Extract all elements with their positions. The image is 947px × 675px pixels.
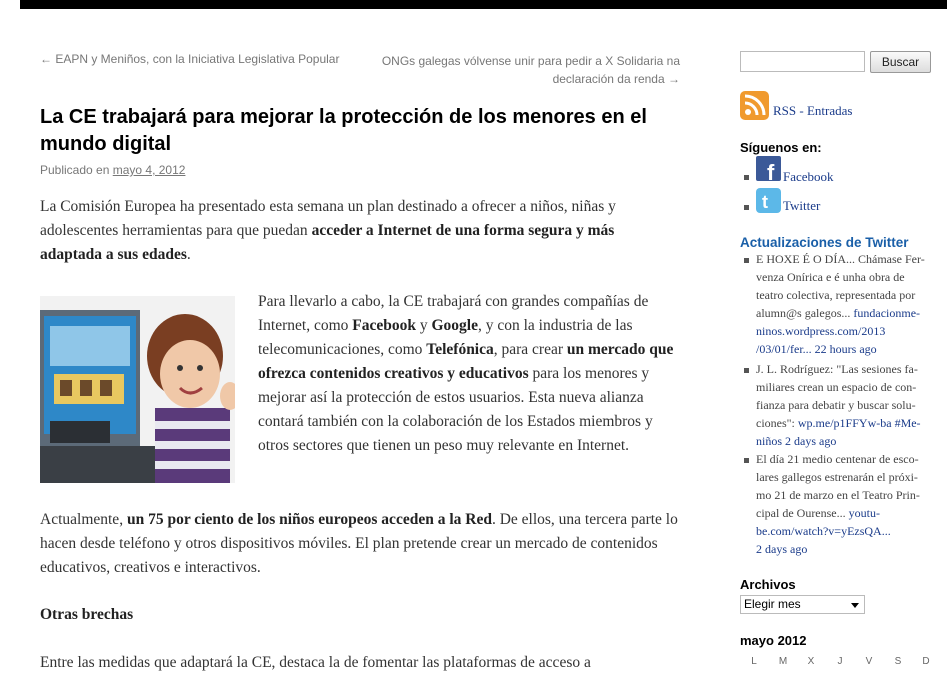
chevron-down-icon: [851, 603, 859, 608]
follow-heading: Síguenos en:: [740, 140, 822, 155]
twitter-updates-heading: Actualizaciones de Twitter: [740, 235, 909, 250]
post-meta: [40, 163, 185, 177]
tweet-time-link[interactable]: 2 days ago: [756, 542, 808, 556]
top-bar: [20, 0, 947, 9]
bullet: [744, 458, 749, 463]
tweet-link[interactable]: /03/01/fer...: [756, 342, 812, 356]
next-post-link[interactable]: ONGs galegas vólvense unir para pedir a X Solidaria na declaración da renda →: [381, 54, 680, 86]
twitter-link[interactable]: Twitter: [783, 198, 821, 213]
svg-text:f: f: [767, 160, 775, 181]
calendar-day-header: D: [922, 656, 930, 667]
paragraph-statistics: Actualmente, un 75 por ciento de los niños europeos acceden a la Red. De ellos, una tercera parte lo hacen desde teléfono y otros dispositivos móviles. El plan pretende crear un mercado de contenidos educativos, creativos e interactivos.: [40, 511, 678, 576]
tweet-link[interactable]: wp.me/p1FFYw-ba: [797, 416, 892, 430]
calendar-day-header: M: [778, 656, 788, 667]
rss-link[interactable]: RSS - Entradas: [773, 103, 853, 118]
calendar-day-header: J: [837, 656, 843, 667]
tweet-link[interactable]: youtu-: [848, 506, 880, 520]
facebook-link[interactable]: Facebook: [783, 169, 834, 184]
paragraph-measures: Entre las medidas que adaptará la CE, destaca la de fomentar las plataformas de acceso a: [40, 654, 591, 671]
meta-prefix: Publicado en: [40, 163, 110, 177]
hashtag-link[interactable]: niños: [756, 434, 783, 448]
bullet: [744, 258, 749, 263]
tweet-item: E HOXE É O DÍA... Chámase Fer- venza Onírica e é unha obra de teatro colectiva, representada por alumn@s galegos... fundacionme- ninos.wordpress.com/2013 /03/01/fer... 22 hours ago: [756, 252, 925, 356]
post-date-link[interactable]: mayo 4, 2012: [112, 163, 186, 177]
tweet-item: El día 21 medio centenar de esco- lares gallegos estrenarán el próxi- mo 21 de marzo en el Teatro Prin- cipal de Ourense... youtu- be.com/watch?v=yEzsQA... 2 days ago: [756, 452, 920, 556]
search-input[interactable]: [740, 51, 865, 72]
previous-post-link[interactable]: ← EAPN y Meniños, con la Iniciativa Legislativa Popular: [40, 52, 340, 66]
paragraph-intro: La Comisión Europea ha presentado esta semana un plan destinado a ofrecer a niños, niñas y adolescentes herramientas para que puedan acceder a Internet de una forma segura y más adaptada a sus edades.: [40, 198, 616, 263]
search-button[interactable]: Buscar: [870, 51, 931, 73]
child-computer-photo: [40, 296, 235, 483]
tweet-time-link[interactable]: 22 hours ago: [814, 342, 877, 356]
twitter-icon[interactable]: [756, 188, 781, 213]
paragraph-companies: Para llevarlo a cabo, la CE trabajará con grandes compañías de Internet, como Facebook y Google, y con la industria de las telecomunicaciones, como Telefónica, para crear un mercado que ofrezca contenidos creativos y educativos para los menores y mejorar así la protección de estos usuarios. Esta nueva alianza contará también con la colaboración de los Estados miembros y otros sectores que tienen un peso muy relevante en Internet.: [258, 293, 674, 454]
bullet: [744, 205, 749, 210]
facebook-icon[interactable]: [756, 156, 781, 181]
hashtag-link[interactable]: #Me-: [894, 416, 921, 430]
archives-heading: Archivos: [740, 577, 796, 592]
calendar-day-header: S: [894, 656, 902, 667]
svg-text:t: t: [762, 192, 768, 212]
tweet-link[interactable]: fundacionme-: [853, 306, 921, 320]
bullet: [744, 368, 749, 373]
calendar-day-header: X: [807, 656, 815, 667]
bold-phrase: acceder a Internet de una forma segura y más adaptada a sus edades: [40, 222, 615, 263]
archives-select[interactable]: Elegir mes: [740, 595, 865, 614]
post-title: La CE trabajará para mejorar la protección de los menores en el mundo digital: [40, 106, 647, 155]
bullet: [744, 175, 749, 180]
rss-icon[interactable]: [740, 91, 769, 120]
tweet-link[interactable]: be.com/watch?v=yEzsQA...: [756, 524, 891, 538]
calendar-title: mayo 2012: [740, 633, 807, 648]
calendar-day-header: V: [865, 656, 873, 667]
tweet-time-link[interactable]: 2 days ago: [785, 434, 837, 448]
tweet-link[interactable]: ninos.wordpress.com/2013: [756, 324, 886, 338]
section-heading: Otras brechas: [40, 606, 134, 623]
calendar-day-header: L: [751, 656, 757, 667]
tweet-item: J. L. Rodríguez: "Las sesiones fa- miliares crean un espacio de con- fianza para debatir y buscar solu- ciones": wp.me/p1FFYw-ba #Me- niños 2 days ago: [756, 362, 921, 448]
